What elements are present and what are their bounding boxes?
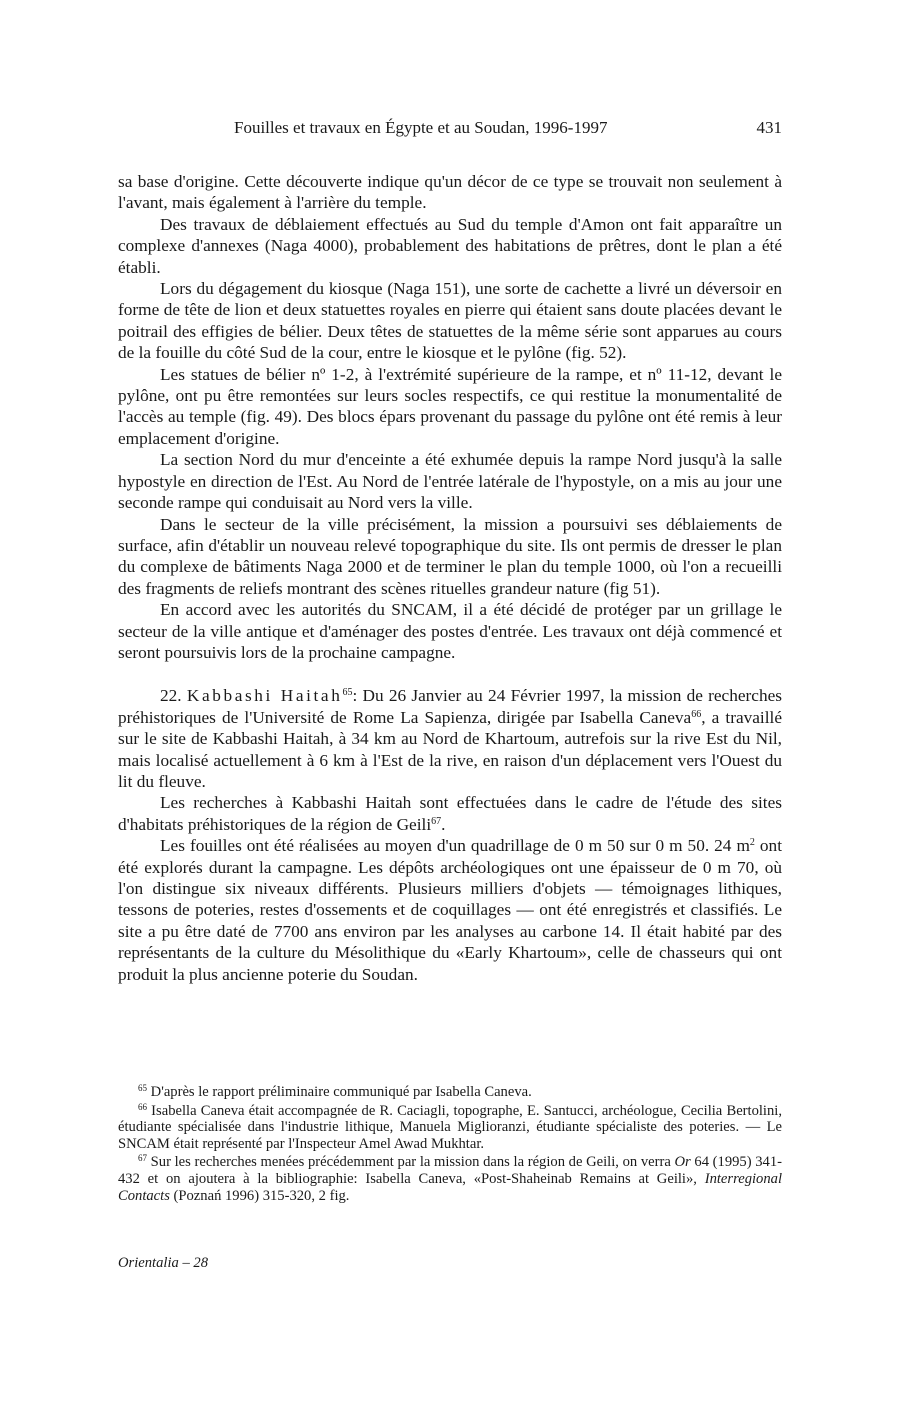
footnote-text: Sur les recherches menées précédemment par la mission dans la région de Geili, on verra (147, 1154, 675, 1171)
paragraph: La section Nord du mur d'enceinte a été exhumée depuis la rampe Nord jusqu'à la salle hypostyle en direction de l'Est. Au Nord de l'entrée latérale de l'hypostyle, on a mis au jour une seconde rampe qui conduisait au Nord vers la ville. (118, 450, 782, 513)
footnote-ref[interactable]: 65 (342, 687, 353, 699)
page-header (118, 118, 782, 142)
paragraph: sa base d'origine. Cette découverte indique qu'un décor de ce type se trouvait non seulement à l'avant, mais également à l'arrière du temple. (118, 172, 782, 213)
signature-mark: Orientalia – 28 (118, 1255, 208, 1271)
footnote-66 (118, 1103, 782, 1153)
main-text (118, 171, 782, 985)
footnote-65 (118, 1084, 782, 1101)
footnote-text: 64 (1995) 341-432 et on ajoutera à la bibliographie: Isabella Caneva, «Post-Shaheinab Remains at Geili», (118, 1154, 782, 1187)
running-title: Fouilles et travaux en Égypte et au Soudan, 1996-1997 (234, 118, 608, 137)
footnote-text: Isabella Caneva était accompagnée de R. Caciagli, topographe, E. Santucci, archéologue, Cecilia Bertolini, étudiante spécialisée dans l'industrie lithique, Manuela Miglioranzi, étudiante spécialiste des poteries. — Le SNCAM était représenté par l'Inspecteur Amel Awad Mukhtar. (118, 1102, 782, 1152)
superscript: 2 (749, 837, 755, 849)
paragraph-text: Les fouilles ont été réalisées au moyen d'un quadrillage de 0 m 50 sur 0 m 50. 24 m (160, 836, 750, 856)
footnote-ref[interactable]: 66 (691, 708, 702, 720)
paragraph: Des travaux de déblaiement effectués au Sud du temple d'Amon ont fait apparaître un complexe d'annexes (Naga 4000), probablement des habitations de prêtres, dont le plan a été établi. (118, 214, 782, 277)
site-name: Kabbashi Haitah (186, 686, 343, 706)
section-22-paragraph (118, 685, 782, 792)
footnote-ref[interactable]: 67 (431, 815, 442, 827)
paragraph (118, 792, 782, 835)
footnote-number: 66 (138, 1101, 147, 1112)
paragraph: Les statues de bélier nº 1-2, à l'extrémité supérieure de la rampe, et nº 11-12, devant le pylône, ont pu être remontées sur leurs socles respectifs, ce qui restitue la monumentalité de l'accès au temple (fig. 49). Des blocs épars provenant du passage du pylône ont été remis à leur emplacement d'origine. (118, 364, 782, 448)
paragraph-text: : Du 26 Janvier au 24 Février 1997, la mission de recherches préhistoriques de l'Université de Rome La Sapienza, dirigée par Isabella Caneva (118, 686, 782, 727)
paragraph: Dans le secteur de la ville précisément, la mission a poursuivi ses déblaiements de surface, afin d'établir un nouveau relevé topographique du site. Ils ont permis de dresser le plan du complexe de bâtiments Naga 2000 et de terminer le plan du temple 1000, où l'on a recueilli des fragments de reliefs montrant des scènes rituelles grandeur nature (fig 51). (118, 514, 782, 598)
footnote-67 (118, 1154, 782, 1204)
paragraph-text: ont été explorés durant la campagne. Les dépôts archéologiques ont une épaisseur de 0 m 70, où l'on distingue six niveaux différents. Plusieurs milliers d'objets — témoignages lithiques, tessons de poteries, restes d'ossements et de coquillages — ont été enregistrés et classifiés. Le site a pu être daté de 7700 ans environ par les analyses au carbone 14. Il était habité par des représentants de la culture du Mésolithique du «Early Khartoum», celle de chasseurs qui ont produit la plus ancienne poterie du Soudan. (118, 836, 782, 984)
paragraph (118, 835, 782, 985)
paragraph: En accord avec les autorités du SNCAM, il a été décidé de protéger par un grillage le secteur de la ville antique et d'aménager des postes d'entrée. Les travaux ont déjà commencé et seront poursuivis lors de la prochaine campagne. (118, 600, 782, 662)
journal-title: Or (674, 1154, 691, 1171)
page-number: 431 (756, 118, 782, 137)
footnote-number: 65 (138, 1083, 147, 1093)
paragraph: Lors du dégagement du kiosque (Naga 151), une sorte de cachette a livré un déversoir en forme de tête de lion et deux statuettes royales en pierre qui étaient sans doute placées devant le poitrail des effigies de bélier. Deux têtes de statuettes de la même série sont apparues au cours de la fouille du côté Sud de la cour, entre le kiosque et le pylône (fig. 52). (118, 279, 782, 363)
book-title: Interregional Contacts (118, 1170, 782, 1204)
paragraph-text: Les recherches à Kabbashi Haitah sont effectuées dans le cadre de l'étude des sites d'habitats préhistoriques de la région de Geili (118, 793, 782, 834)
paragraph-text: . (441, 814, 446, 834)
paragraph-text: , a travaillé sur le site de Kabbashi Haitah, à 34 km au Nord de Khartoum, autrefois sur la rive Est du Nil, mais localisé actuellement à 6 km à l'Est de la rive, en raison d'un déplacement vers l'Ouest du lit du fleuve. (118, 707, 782, 791)
footnote-text: (Poznań 1996) 315-320, 2 fig. (169, 1187, 350, 1204)
footnote-text: D'après le rapport préliminaire communiqué par Isabella Caneva. (147, 1084, 532, 1100)
footnotes (118, 1084, 782, 1206)
section-number: 22. (160, 686, 182, 706)
footnote-number: 67 (138, 1153, 147, 1164)
